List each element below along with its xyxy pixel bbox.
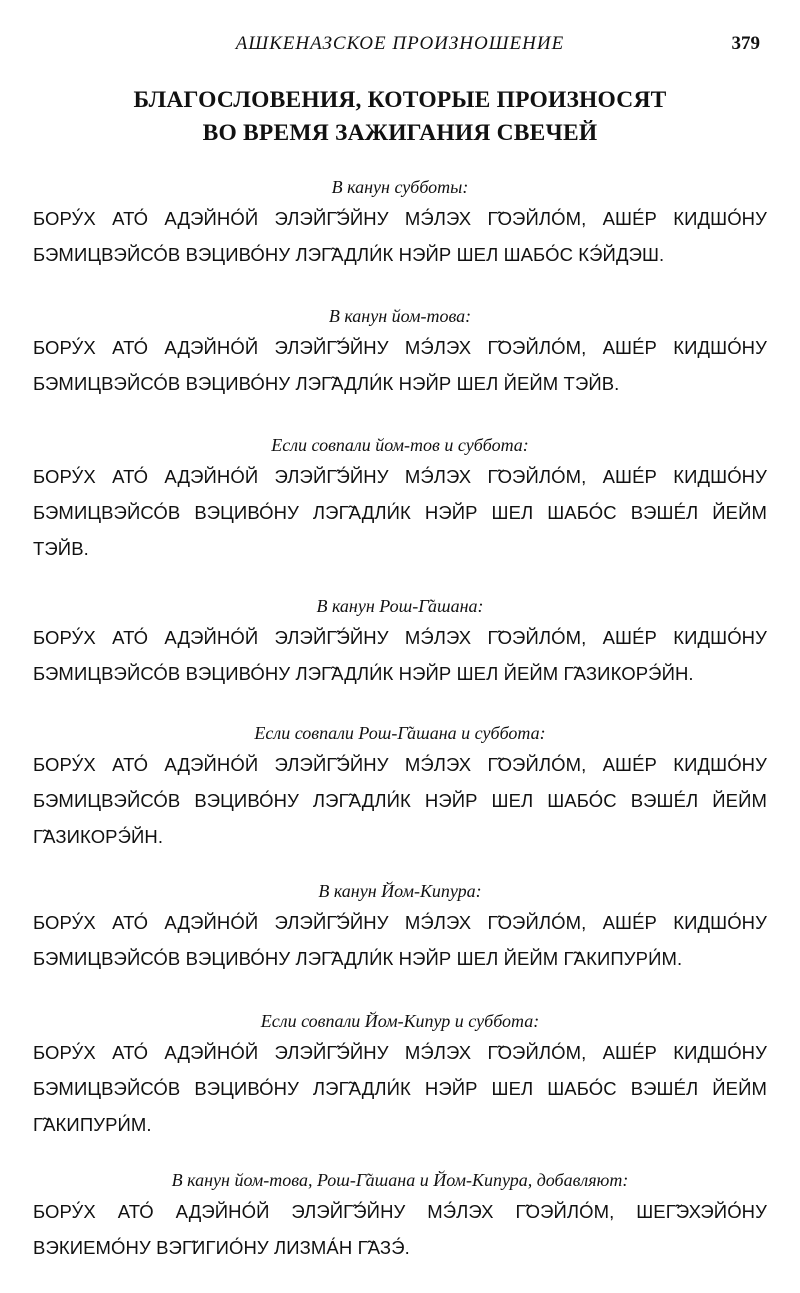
heading-line-1: БЛАГОСЛОВЕНИЯ, КОТОРЫЕ ПРОИЗНОСЯТ — [133, 87, 667, 113]
running-title: АШКЕНАЗСКОЕ ПРОИЗНОШЕНИЕ — [235, 33, 565, 54]
page-number: 379 — [731, 33, 760, 54]
blessing-line: БОРУ́Х АТО́ АДЭЙНО́Й ЭЛЭЙГ̃Э́ЙНУ МЭ́ЛЭХ Г̃ОЭЙЛО́М, ШЕГ̃ЭХЭЙО́НУ — [33, 1201, 767, 1222]
blessing-yom-tov-shabbat — [33, 434, 767, 567]
blessing-caption: В канун йом-това: — [328, 306, 472, 326]
blessing-line: БОРУ́Х АТО́ АДЭЙНО́Й ЭЛЭЙГ̃Э́ЙНУ МЭ́ЛЭХ Г̃ОЭЙЛО́М, АШЕ́Р КИДШО́НУ — [33, 337, 767, 358]
blessing-text — [33, 459, 767, 567]
blessing-line: БЭМИЦВЭЙСО́В ВЭЦИВО́НУ ЛЭГ̃АДЛИ́К НЭЙР ШЕЛ ШАБО́С КЭ́ЙДЭШ. — [33, 244, 665, 265]
blessing-text — [33, 201, 767, 273]
blessing-line: БЭМИЦВЭЙСО́В ВЭЦИВО́НУ ЛЭГ̃АДЛИ́К НЭЙР ШЕЛ ЙЕЙМ ТЭЙВ. — [33, 373, 620, 394]
blessing-text — [33, 905, 767, 977]
blessing-line: БЭМИЦВЭЙСО́В ВЭЦИВО́НУ ЛЭГ̃АДЛИ́К НЭЙР ШЕЛ ЙЕЙМ Г̃АЗИКОРЭ́ЙН. — [33, 663, 694, 684]
blessing-rosh-hashana-shabbat — [33, 722, 767, 855]
blessing-caption: Если совпали йом-тов и суббота: — [271, 435, 529, 455]
section-heading — [0, 84, 800, 150]
blessing-caption: Если совпали Рош-Г̃ашана и суббота: — [254, 723, 546, 743]
blessing-shabbat — [33, 176, 767, 273]
blessing-yom-tov — [33, 305, 767, 402]
blessing-line: БЭМИЦВЭЙСО́В ВЭЦИВО́НУ ЛЭГ̃АДЛИ́К НЭЙР ШЕЛ ШАБО́С ВЭШЕ́Л ЙЕЙМ — [33, 1078, 767, 1099]
blessing-line: БОРУ́Х АТО́ АДЭЙНО́Й ЭЛЭЙГ̃Э́ЙНУ МЭ́ЛЭХ Г̃ОЭЙЛО́М, АШЕ́Р КИДШО́НУ — [33, 208, 767, 229]
blessing-text — [33, 747, 767, 855]
blessing-yom-kippur — [33, 880, 767, 977]
blessing-caption: В канун йом-това, Рош-Г̃ашана и Йом-Кипура, добавляют: — [171, 1170, 629, 1190]
blessing-line: БОРУ́Х АТО́ АДЭЙНО́Й ЭЛЭЙГ̃Э́ЙНУ МЭ́ЛЭХ Г̃ОЭЙЛО́М, АШЕ́Р КИДШО́НУ — [33, 754, 767, 775]
heading-line-2: ВО ВРЕМЯ ЗАЖИГАНИЯ СВЕЧЕЙ — [202, 120, 598, 146]
blessing-line: БЭМИЦВЭЙСО́В ВЭЦИВО́НУ ЛЭГ̃АДЛИ́К НЭЙР ШЕЛ ШАБО́С ВЭШЕ́Л ЙЕЙМ — [33, 502, 767, 523]
blessing-caption: В канун Йом-Кипура: — [318, 881, 482, 901]
blessing-caption: В канун Рош-Г̃ашана: — [316, 596, 484, 616]
blessing-rosh-hashana — [33, 595, 767, 692]
blessing-line: Г̃АКИПУРИ́М. — [33, 1114, 152, 1135]
blessing-text — [33, 1035, 767, 1143]
blessing-shehecheyanu — [33, 1169, 767, 1266]
blessing-line: БОРУ́Х АТО́ АДЭЙНО́Й ЭЛЭЙГ̃Э́ЙНУ МЭ́ЛЭХ Г̃ОЭЙЛО́М, АШЕ́Р КИДШО́НУ — [33, 466, 767, 487]
blessing-line: БОРУ́Х АТО́ АДЭЙНО́Й ЭЛЭЙГ̃Э́ЙНУ МЭ́ЛЭХ Г̃ОЭЙЛО́М, АШЕ́Р КИДШО́НУ — [33, 627, 767, 648]
blessing-line: БЭМИЦВЭЙСО́В ВЭЦИВО́НУ ЛЭГ̃АДЛИ́К НЭЙР ШЕЛ ЙЕЙМ Г̃АКИПУРИ́М. — [33, 948, 683, 969]
blessing-line: ТЭЙВ. — [33, 538, 89, 559]
blessing-caption: Если совпали Йом-Кипур и суббота: — [260, 1011, 540, 1031]
blessing-text — [33, 330, 767, 402]
blessing-line: БЭМИЦВЭЙСО́В ВЭЦИВО́НУ ЛЭГ̃АДЛИ́К НЭЙР ШЕЛ ШАБО́С ВЭШЕ́Л ЙЕЙМ — [33, 790, 767, 811]
blessing-line: Г̃АЗИКОРЭ́ЙН. — [33, 826, 164, 847]
blessing-line: БОРУ́Х АТО́ АДЭЙНО́Й ЭЛЭЙГ̃Э́ЙНУ МЭ́ЛЭХ Г̃ОЭЙЛО́М, АШЕ́Р КИДШО́НУ — [33, 912, 767, 933]
blessing-text — [33, 1194, 767, 1266]
blessing-line: БОРУ́Х АТО́ АДЭЙНО́Й ЭЛЭЙГ̃Э́ЙНУ МЭ́ЛЭХ Г̃ОЭЙЛО́М, АШЕ́Р КИДШО́НУ — [33, 1042, 767, 1063]
blessing-caption: В канун субботы: — [331, 177, 469, 197]
running-head — [0, 33, 800, 59]
blessing-yom-kippur-shabbat — [33, 1010, 767, 1143]
blessing-line: ВЭКИЕМО́НУ ВЭГ̃ИГИО́НУ ЛИЗМА́Н Г̃АЗЭ́. — [33, 1237, 410, 1258]
blessing-text — [33, 620, 767, 692]
